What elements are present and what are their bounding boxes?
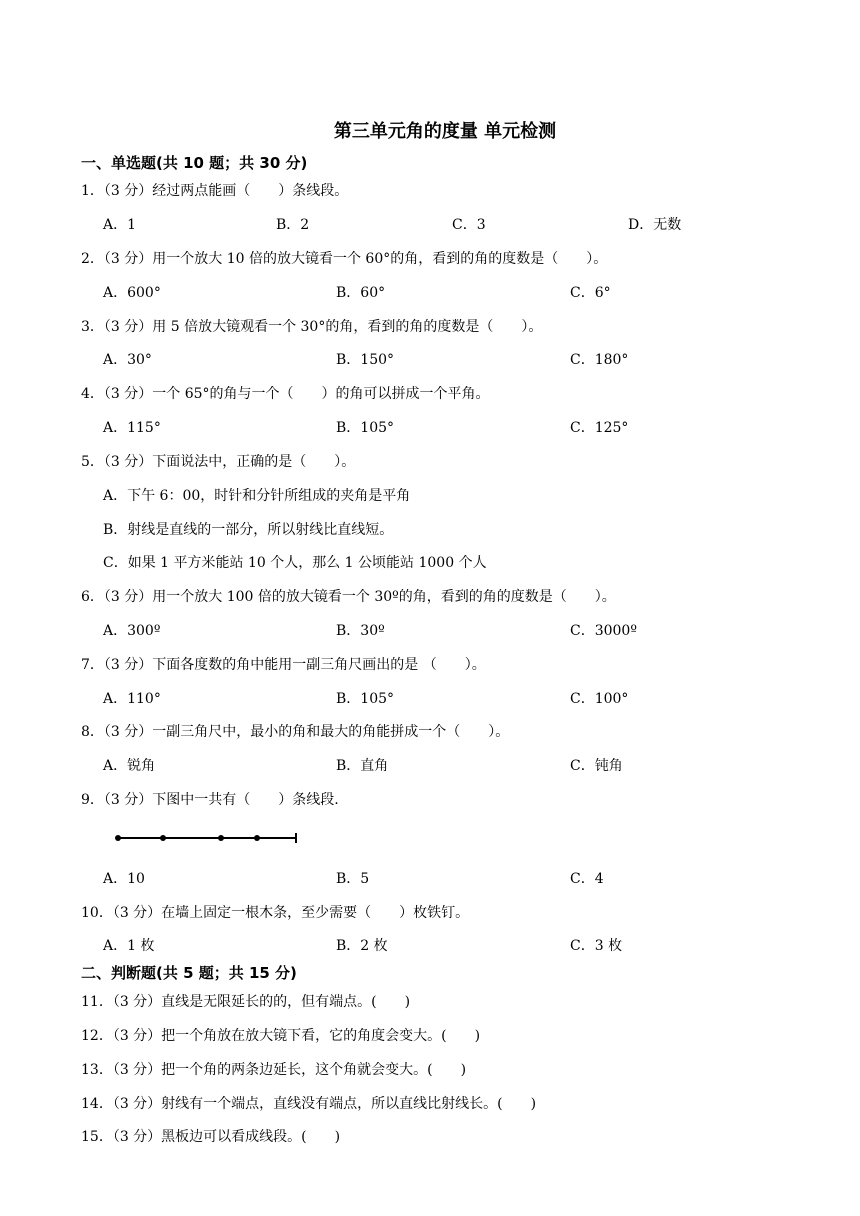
q7-option-c: C．100° [570,691,629,707]
segment-point [115,835,121,841]
q8-option-b: B．直角 [336,758,389,774]
segment-point [218,835,224,841]
q4-option-c: C．125° [570,420,629,436]
question-15: 15．（3 分）黑板边可以看成线段。( ) [81,1129,341,1145]
q6-option-a: A．300º [103,623,161,639]
question-1: 1．（3 分）经过两点能画（ ）条线段。 [81,183,349,199]
q3-option-b: B．150° [336,352,395,368]
q5-option-b: B．射线是直线的一部分，所以射线比直线短。 [103,522,394,538]
q7-option-a: A．110° [103,691,161,707]
question-6: 6．（3 分）用一个放大 100 倍的放大镜看一个 30º的角，看到的角的度数是（ ）。 [81,589,616,605]
question-12: 12．（3 分）把一个角放在放大镜下看，它的角度会变大。( ) [81,1028,481,1044]
q1-option-d: D．无数 [628,217,682,233]
line-segment-figure [112,830,302,846]
q8-option-c: C．钝角 [570,758,623,774]
q4-option-a: A．115° [103,420,161,436]
page-title: 第三单元角的度量 单元检测 [333,121,557,142]
section-heading-single-choice: 一、单选题(共 10 题；共 30 分) [81,154,308,172]
q1-option-a: A．1 [103,217,137,233]
q10-option-a: A．1 枚 [103,938,155,954]
question-14: 14．（3 分）射线有一个端点，直线没有端点，所以直线比射线长。( ) [81,1096,537,1112]
question-3: 3．（3 分）用 5 倍放大镜观看一个 30°的角，看到的角的度数是（ ）。 [81,319,543,335]
q9-option-c: C．4 [570,871,604,887]
question-4: 4．（3 分）一个 65°的角与一个（ ）的角可以拼成一个平角。 [81,386,490,402]
q9-option-a: A．10 [103,871,145,887]
segment-point [254,835,260,841]
q10-option-b: B．2 枚 [336,938,388,954]
question-5: 5．（3 分）下面说法中，正确的是（ ）。 [81,454,356,470]
section-heading-true-false: 二、判断题(共 5 题；共 15 分) [81,964,297,982]
question-13: 13．（3 分）把一个角的两条边延长，这个角就会变大。( ) [81,1062,467,1078]
q5-option-a: A．下午 6：00，时针和分针所组成的夹角是平角 [103,488,411,504]
q4-option-b: B．105° [336,420,395,436]
question-10: 10．（3 分）在墙上固定一根木条，至少需要（ ）枚铁钉。 [81,905,470,921]
q3-option-c: C．180° [570,352,629,368]
question-8: 8．（3 分）一副三角尺中，最小的角和最大的角能拼成一个（ ）。 [81,724,510,740]
q9-option-b: B．5 [336,871,370,887]
segment-point [160,835,166,841]
question-11: 11．（3 分）直线是无限延长的的，但有端点。( ) [81,994,411,1010]
q6-option-c: C．3000º [570,623,637,639]
q1-option-c: C．3 [452,217,486,233]
q5-option-c: C．如果 1 平方米能站 10 个人，那么 1 公顷能站 1000 个人 [103,555,487,571]
q8-option-a: A．锐角 [103,758,156,774]
q2-option-c: C．6° [570,285,611,301]
question-2: 2．（3 分）用一个放大 10 倍的放大镜看一个 60°的角，看到的角的度数是（ ）。 [81,251,608,267]
q1-option-b: B．2 [276,217,310,233]
question-9: 9．（3 分）下图中一共有（ ）条线段. [81,792,339,808]
q2-option-a: A．600° [103,285,161,301]
q3-option-a: A．30° [103,352,152,368]
q2-option-b: B．60° [336,285,386,301]
question-7: 7．（3 分）下面各度数的角中能用一副三角尺画出的是 （ ）。 [81,657,486,673]
q6-option-b: B．30º [336,623,385,639]
q7-option-b: B．105° [336,691,395,707]
q10-option-c: C．3 枚 [570,938,623,954]
